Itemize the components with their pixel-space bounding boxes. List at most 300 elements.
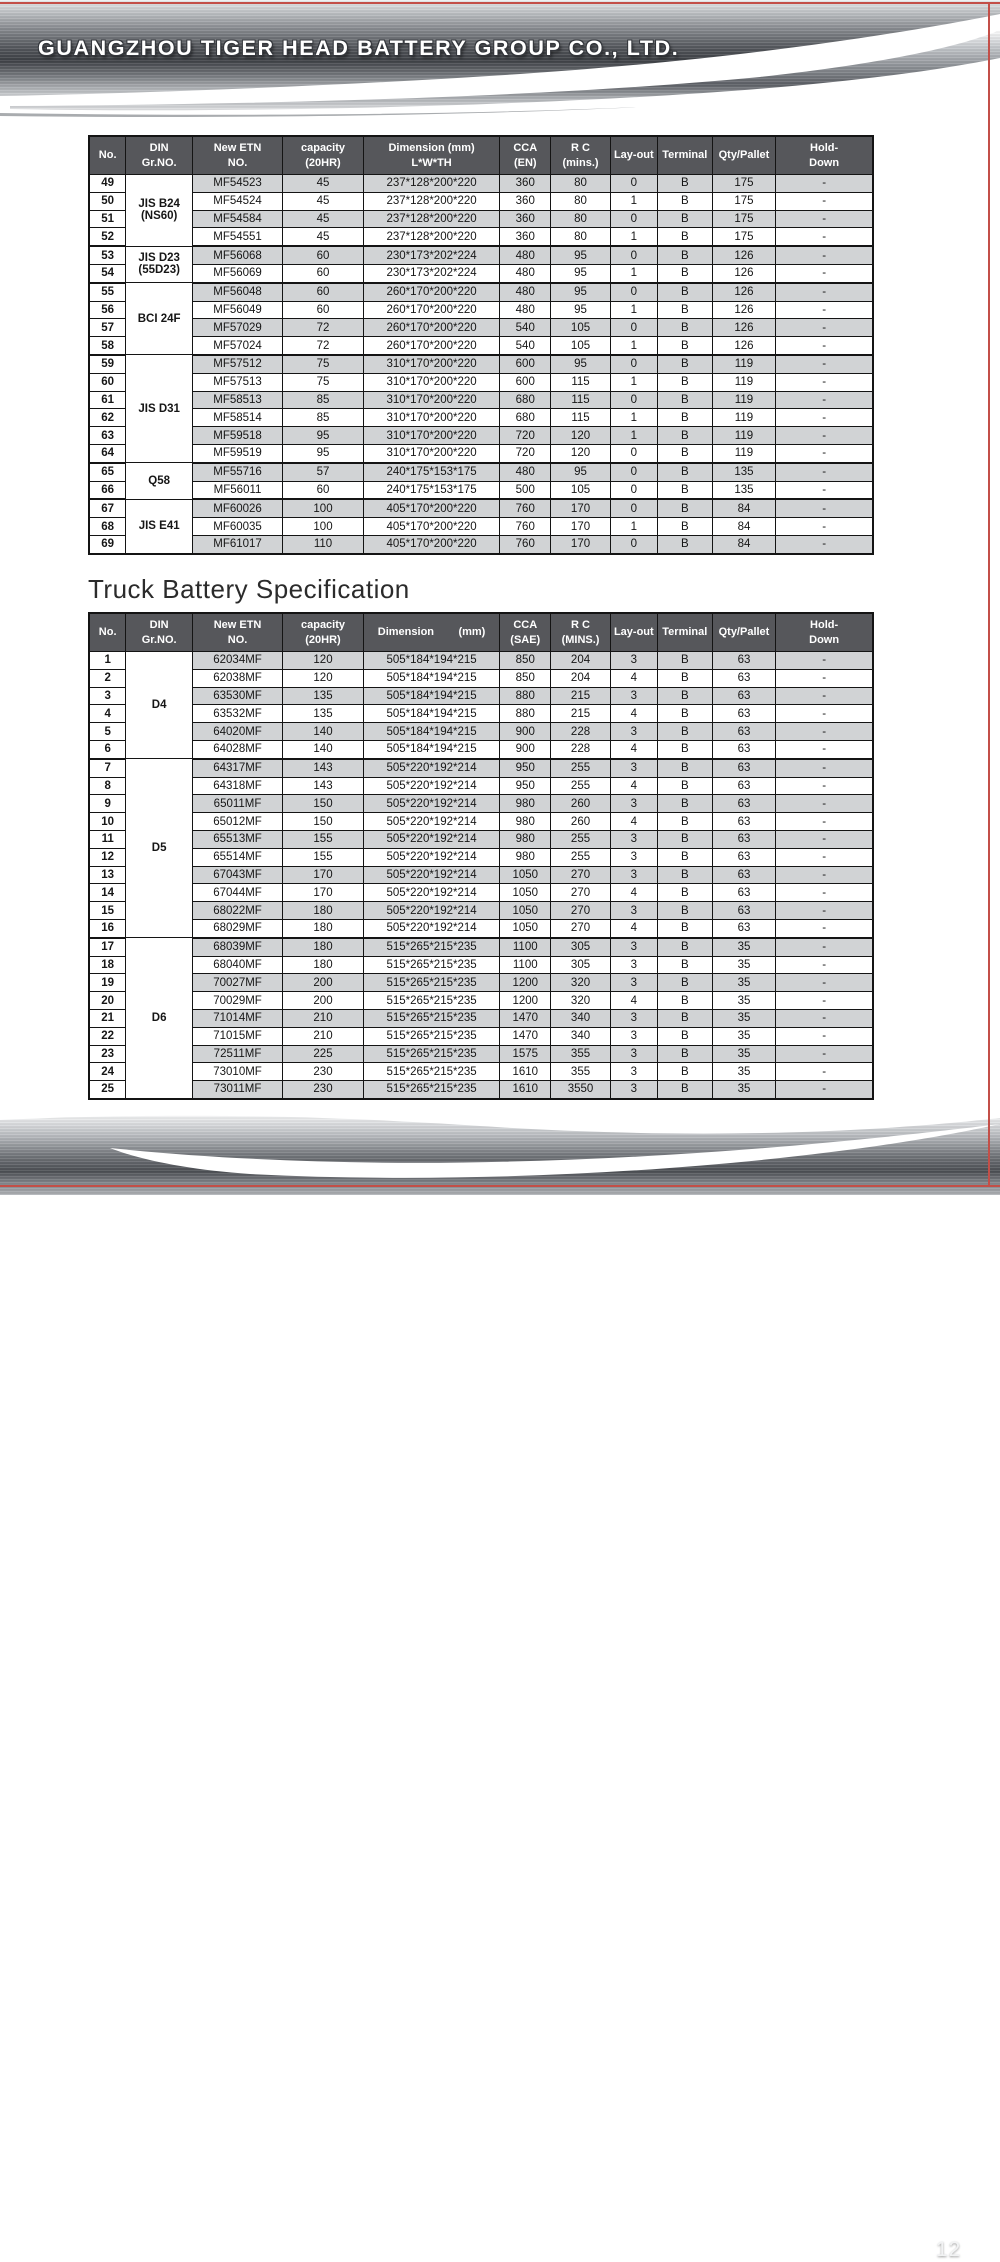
- spec-cell: 75: [283, 355, 364, 373]
- spec-cell: 63: [712, 795, 776, 813]
- spec-cell: B: [657, 246, 712, 264]
- spec-cell: 1100: [500, 938, 551, 956]
- spec-cell: 110: [283, 535, 364, 553]
- column-header: Hold- Down: [776, 613, 873, 652]
- spec-cell: 135: [712, 481, 776, 499]
- column-header: capacity (20HR): [283, 613, 364, 652]
- table-row: [89, 938, 873, 956]
- row-number: 67: [89, 499, 126, 517]
- spec-cell: 73010MF: [192, 1063, 282, 1081]
- spec-cell: 119: [712, 373, 776, 391]
- spec-cell: 515*265*215*235: [363, 938, 499, 956]
- footer-swoosh-graphic: [0, 1110, 1000, 1195]
- spec-cell: B: [657, 283, 712, 301]
- spec-cell: 35: [712, 1063, 776, 1081]
- table-row: [89, 192, 873, 210]
- spec-cell: 405*170*200*220: [363, 535, 499, 553]
- spec-cell: -: [776, 246, 873, 264]
- spec-cell: 63: [712, 848, 776, 866]
- spec-cell: 65011MF: [192, 795, 282, 813]
- spec-cell: B: [657, 830, 712, 848]
- spec-cell: 1: [610, 264, 657, 282]
- spec-cell: 120: [283, 669, 364, 687]
- spec-cell: -: [776, 1045, 873, 1063]
- din-group-label: D4: [126, 652, 193, 759]
- spec-cell: 4: [610, 919, 657, 937]
- table-row: [89, 301, 873, 319]
- spec-cell: 4: [610, 992, 657, 1010]
- spec-cell: 900: [500, 740, 551, 758]
- spec-cell: 0: [610, 355, 657, 373]
- table-row: [89, 409, 873, 427]
- spec-cell: -: [776, 669, 873, 687]
- spec-cell: 1575: [500, 1045, 551, 1063]
- battery-spec-table-upper: [88, 135, 874, 555]
- column-header: Terminal: [657, 136, 712, 175]
- spec-cell: 1050: [500, 884, 551, 902]
- spec-cell: 1610: [500, 1063, 551, 1081]
- row-number: 16: [89, 919, 126, 937]
- column-header: CCA (SAE): [500, 613, 551, 652]
- row-number: 62: [89, 409, 126, 427]
- spec-cell: 310*170*200*220: [363, 355, 499, 373]
- spec-cell: B: [657, 264, 712, 282]
- spec-cell: 63532MF: [192, 705, 282, 723]
- spec-cell: -: [776, 830, 873, 848]
- spec-cell: 260*170*200*220: [363, 283, 499, 301]
- spec-cell: 175: [712, 210, 776, 228]
- table-row: [89, 175, 873, 193]
- spec-cell: 85: [283, 409, 364, 427]
- spec-cell: B: [657, 192, 712, 210]
- column-header: New ETN NO.: [192, 136, 282, 175]
- spec-cell: 204: [551, 652, 611, 670]
- spec-cell: 3: [610, 974, 657, 992]
- spec-cell: 180: [283, 938, 364, 956]
- spec-cell: 505*220*192*214: [363, 902, 499, 920]
- spec-cell: MF56011: [192, 481, 282, 499]
- spec-cell: 120: [551, 444, 611, 462]
- spec-cell: 4: [610, 884, 657, 902]
- column-header: Dimension (mm): [363, 613, 499, 652]
- row-number: 52: [89, 228, 126, 246]
- spec-cell: B: [657, 902, 712, 920]
- spec-cell: 980: [500, 848, 551, 866]
- spec-cell: 63: [712, 759, 776, 777]
- spec-cell: 4: [610, 777, 657, 795]
- spec-cell: 175: [712, 175, 776, 193]
- spec-cell: 1: [610, 228, 657, 246]
- spec-cell: -: [776, 283, 873, 301]
- spec-cell: 1: [610, 518, 657, 536]
- spec-cell: MF56068: [192, 246, 282, 264]
- spec-cell: 270: [551, 902, 611, 920]
- spec-cell: 260*170*200*220: [363, 301, 499, 319]
- spec-cell: 1: [610, 409, 657, 427]
- section-title: Truck Battery Specification: [88, 574, 410, 604]
- spec-cell: B: [657, 301, 712, 319]
- spec-cell: 67043MF: [192, 866, 282, 884]
- spec-cell: 120: [551, 427, 611, 445]
- spec-cell: -: [776, 373, 873, 391]
- spec-cell: 35: [712, 938, 776, 956]
- spec-cell: 355: [551, 1045, 611, 1063]
- spec-cell: -: [776, 319, 873, 337]
- spec-cell: -: [776, 210, 873, 228]
- spec-cell: B: [657, 705, 712, 723]
- spec-cell: 60: [283, 246, 364, 264]
- spec-cell: 126: [712, 337, 776, 355]
- spec-cell: 360: [500, 192, 551, 210]
- row-number: 10: [89, 813, 126, 831]
- spec-cell: 135: [283, 687, 364, 705]
- spec-cell: 850: [500, 652, 551, 670]
- column-header: Hold- Down: [776, 136, 873, 175]
- spec-cell: 505*184*194*215: [363, 652, 499, 670]
- row-number: 23: [89, 1045, 126, 1063]
- spec-cell: 0: [610, 246, 657, 264]
- spec-cell: 63: [712, 777, 776, 795]
- spec-cell: 240*175*153*175: [363, 463, 499, 481]
- column-header: capacity (20HR): [283, 136, 364, 175]
- spec-cell: 63: [712, 740, 776, 758]
- spec-cell: 0: [610, 175, 657, 193]
- spec-cell: MF56049: [192, 301, 282, 319]
- battery-spec-table-upper-wrap: [88, 135, 874, 555]
- spec-cell: 115: [551, 373, 611, 391]
- spec-cell: 505*220*192*214: [363, 777, 499, 795]
- row-number: 50: [89, 192, 126, 210]
- spec-cell: -: [776, 956, 873, 974]
- spec-cell: 980: [500, 795, 551, 813]
- spec-cell: B: [657, 652, 712, 670]
- spec-cell: -: [776, 848, 873, 866]
- spec-cell: 63: [712, 830, 776, 848]
- spec-cell: -: [776, 777, 873, 795]
- table-row: [89, 1009, 873, 1027]
- spec-cell: 126: [712, 246, 776, 264]
- table-row: [89, 956, 873, 974]
- spec-cell: 0: [610, 499, 657, 517]
- spec-cell: 515*265*215*235: [363, 956, 499, 974]
- row-number: 65: [89, 463, 126, 481]
- table-row: [89, 777, 873, 795]
- row-number: 49: [89, 175, 126, 193]
- spec-cell: 515*265*215*235: [363, 1027, 499, 1045]
- table-row: [89, 992, 873, 1010]
- spec-cell: -: [776, 866, 873, 884]
- spec-cell: -: [776, 652, 873, 670]
- spec-cell: 237*128*200*220: [363, 175, 499, 193]
- top-banner: [0, 0, 1000, 120]
- spec-cell: -: [776, 444, 873, 462]
- spec-cell: 80: [551, 228, 611, 246]
- spec-cell: 105: [551, 481, 611, 499]
- spec-cell: 1470: [500, 1027, 551, 1045]
- spec-cell: 84: [712, 535, 776, 553]
- spec-cell: B: [657, 444, 712, 462]
- spec-cell: B: [657, 319, 712, 337]
- spec-cell: 505*184*194*215: [363, 723, 499, 741]
- table-row: [89, 1063, 873, 1081]
- spec-cell: MF57512: [192, 355, 282, 373]
- spec-cell: 500: [500, 481, 551, 499]
- spec-cell: -: [776, 175, 873, 193]
- spec-cell: 57: [283, 463, 364, 481]
- table-row: [89, 919, 873, 937]
- spec-cell: MF55716: [192, 463, 282, 481]
- row-number: 4: [89, 705, 126, 723]
- row-number: 68: [89, 518, 126, 536]
- row-number: 19: [89, 974, 126, 992]
- spec-cell: 64317MF: [192, 759, 282, 777]
- row-number: 25: [89, 1081, 126, 1099]
- spec-cell: 204: [551, 669, 611, 687]
- spec-cell: 35: [712, 992, 776, 1010]
- spec-cell: MF54584: [192, 210, 282, 228]
- spec-cell: 310*170*200*220: [363, 427, 499, 445]
- spec-cell: 3: [610, 1009, 657, 1027]
- spec-cell: 63: [712, 669, 776, 687]
- truck-battery-table-wrap: [88, 612, 874, 1100]
- spec-cell: 63: [712, 723, 776, 741]
- spec-cell: B: [657, 1045, 712, 1063]
- table-row: [89, 705, 873, 723]
- row-number: 9: [89, 795, 126, 813]
- spec-cell: 515*265*215*235: [363, 974, 499, 992]
- row-number: 2: [89, 669, 126, 687]
- spec-cell: B: [657, 409, 712, 427]
- spec-cell: 45: [283, 175, 364, 193]
- spec-cell: 126: [712, 319, 776, 337]
- spec-cell: 950: [500, 759, 551, 777]
- spec-cell: 480: [500, 246, 551, 264]
- spec-cell: 305: [551, 938, 611, 956]
- column-header: Terminal: [657, 613, 712, 652]
- table-row: [89, 319, 873, 337]
- page-border-top: [0, 2, 1000, 4]
- spec-cell: 850: [500, 669, 551, 687]
- row-number: 55: [89, 283, 126, 301]
- column-header: R C (MINS.): [551, 613, 611, 652]
- spec-cell: 70029MF: [192, 992, 282, 1010]
- spec-cell: 63: [712, 919, 776, 937]
- spec-cell: 505*220*192*214: [363, 830, 499, 848]
- spec-cell: B: [657, 759, 712, 777]
- spec-cell: 120: [283, 652, 364, 670]
- bottom-banner: [0, 1110, 1000, 2261]
- spec-cell: 143: [283, 777, 364, 795]
- spec-cell: -: [776, 938, 873, 956]
- spec-cell: 95: [283, 427, 364, 445]
- spec-cell: 0: [610, 535, 657, 553]
- spec-cell: -: [776, 301, 873, 319]
- spec-cell: 1: [610, 301, 657, 319]
- spec-cell: -: [776, 740, 873, 758]
- spec-cell: 255: [551, 777, 611, 795]
- din-group-label: BCI 24F: [126, 283, 193, 355]
- spec-cell: B: [657, 884, 712, 902]
- spec-cell: 1050: [500, 919, 551, 937]
- spec-cell: 62034MF: [192, 652, 282, 670]
- spec-cell: 228: [551, 723, 611, 741]
- spec-cell: 505*184*194*215: [363, 740, 499, 758]
- spec-cell: B: [657, 1081, 712, 1099]
- spec-cell: 175: [712, 192, 776, 210]
- table-row: [89, 444, 873, 462]
- spec-cell: 85: [283, 391, 364, 409]
- spec-cell: 3: [610, 848, 657, 866]
- table-row: [89, 427, 873, 445]
- spec-cell: B: [657, 481, 712, 499]
- spec-cell: 68039MF: [192, 938, 282, 956]
- column-header: DIN Gr.NO.: [126, 136, 193, 175]
- row-number: 66: [89, 481, 126, 499]
- spec-cell: 45: [283, 192, 364, 210]
- spec-cell: B: [657, 175, 712, 193]
- spec-cell: 240*175*153*175: [363, 481, 499, 499]
- spec-cell: 72: [283, 319, 364, 337]
- spec-cell: 230*173*202*224: [363, 264, 499, 282]
- din-group-label: JIS D31: [126, 355, 193, 463]
- spec-cell: 3550: [551, 1081, 611, 1099]
- spec-cell: B: [657, 355, 712, 373]
- spec-cell: -: [776, 795, 873, 813]
- spec-cell: 720: [500, 427, 551, 445]
- table-row: [89, 902, 873, 920]
- spec-cell: 80: [551, 210, 611, 228]
- spec-cell: 35: [712, 956, 776, 974]
- spec-cell: 60: [283, 481, 364, 499]
- table-row: [89, 723, 873, 741]
- row-number: 56: [89, 301, 126, 319]
- row-number: 17: [89, 938, 126, 956]
- spec-cell: 95: [551, 283, 611, 301]
- spec-cell: 126: [712, 301, 776, 319]
- row-number: 57: [89, 319, 126, 337]
- spec-cell: 45: [283, 210, 364, 228]
- spec-cell: 230: [283, 1081, 364, 1099]
- spec-cell: 63: [712, 652, 776, 670]
- spec-cell: 515*265*215*235: [363, 992, 499, 1010]
- spec-cell: 1: [610, 337, 657, 355]
- row-number: 51: [89, 210, 126, 228]
- table-row: [89, 264, 873, 282]
- spec-cell: 3: [610, 1081, 657, 1099]
- spec-cell: 170: [551, 499, 611, 517]
- spec-cell: 228: [551, 740, 611, 758]
- spec-cell: MF56048: [192, 283, 282, 301]
- spec-cell: 505*220*192*214: [363, 919, 499, 937]
- spec-cell: 150: [283, 795, 364, 813]
- row-number: 22: [89, 1027, 126, 1045]
- spec-cell: 155: [283, 848, 364, 866]
- page-border-bottom: [0, 1185, 1000, 1187]
- spec-cell: B: [657, 1027, 712, 1045]
- spec-cell: 170: [551, 518, 611, 536]
- spec-cell: 260*170*200*220: [363, 319, 499, 337]
- column-header: New ETN NO.: [192, 613, 282, 652]
- row-number: 8: [89, 777, 126, 795]
- spec-cell: 80: [551, 175, 611, 193]
- spec-cell: 95: [283, 444, 364, 462]
- spec-cell: 126: [712, 283, 776, 301]
- spec-cell: 310*170*200*220: [363, 409, 499, 427]
- spec-cell: 540: [500, 337, 551, 355]
- spec-cell: 68029MF: [192, 919, 282, 937]
- column-header: Lay-out: [610, 136, 657, 175]
- spec-cell: 270: [551, 866, 611, 884]
- spec-cell: 980: [500, 813, 551, 831]
- spec-cell: 3: [610, 902, 657, 920]
- spec-cell: 200: [283, 992, 364, 1010]
- row-number: 15: [89, 902, 126, 920]
- spec-cell: 1610: [500, 1081, 551, 1099]
- table-row: [89, 1027, 873, 1045]
- spec-cell: 95: [551, 463, 611, 481]
- spec-cell: 65012MF: [192, 813, 282, 831]
- spec-cell: -: [776, 499, 873, 517]
- row-number: 18: [89, 956, 126, 974]
- spec-cell: MF59519: [192, 444, 282, 462]
- spec-cell: B: [657, 228, 712, 246]
- page-number: 12: [936, 2238, 962, 2261]
- spec-cell: 3: [610, 956, 657, 974]
- spec-cell: 0: [610, 210, 657, 228]
- row-number: 24: [89, 1063, 126, 1081]
- spec-cell: B: [657, 687, 712, 705]
- spec-cell: 215: [551, 705, 611, 723]
- spec-cell: 72: [283, 337, 364, 355]
- row-number: 20: [89, 992, 126, 1010]
- spec-cell: 35: [712, 1009, 776, 1027]
- spec-cell: B: [657, 535, 712, 553]
- spec-cell: 225: [283, 1045, 364, 1063]
- spec-cell: 60: [283, 264, 364, 282]
- table-row: [89, 373, 873, 391]
- spec-cell: B: [657, 777, 712, 795]
- spec-cell: 140: [283, 740, 364, 758]
- spec-cell: MF59518: [192, 427, 282, 445]
- row-number: 5: [89, 723, 126, 741]
- spec-cell: -: [776, 463, 873, 481]
- spec-cell: 237*128*200*220: [363, 192, 499, 210]
- spec-cell: 505*220*192*214: [363, 884, 499, 902]
- spec-cell: B: [657, 463, 712, 481]
- spec-cell: -: [776, 337, 873, 355]
- table-row: [89, 246, 873, 264]
- spec-cell: 230: [283, 1063, 364, 1081]
- spec-cell: 950: [500, 777, 551, 795]
- table-row: [89, 974, 873, 992]
- spec-cell: 63: [712, 705, 776, 723]
- spec-cell: -: [776, 481, 873, 499]
- spec-cell: 1050: [500, 866, 551, 884]
- din-group-label: D5: [126, 759, 193, 938]
- spec-cell: 880: [500, 705, 551, 723]
- spec-cell: 0: [610, 463, 657, 481]
- spec-cell: 1050: [500, 902, 551, 920]
- spec-cell: -: [776, 919, 873, 937]
- table-row: [89, 884, 873, 902]
- spec-cell: -: [776, 992, 873, 1010]
- spec-cell: 135: [283, 705, 364, 723]
- spec-cell: 0: [610, 283, 657, 301]
- table-row: [89, 1081, 873, 1099]
- row-number: 53: [89, 246, 126, 264]
- spec-cell: 170: [283, 866, 364, 884]
- spec-cell: 75: [283, 373, 364, 391]
